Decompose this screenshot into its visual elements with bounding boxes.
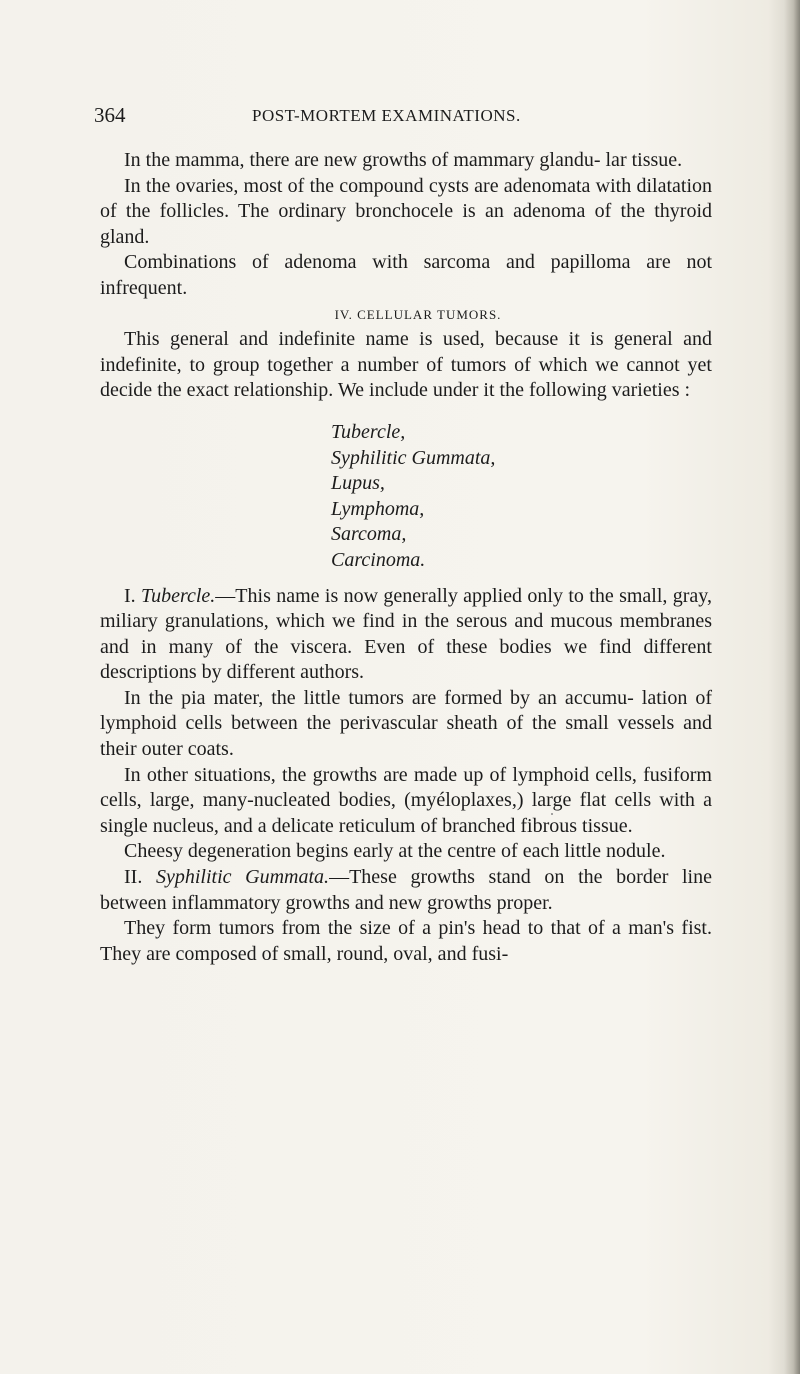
variety-item: Lupus, [331,472,385,495]
page-header [94,103,706,133]
paragraph: In the ovaries, most of the compound cysts are adenomata with dilatation of the follicles. The ordinary bronchocele is an adenoma of the thyroid gland. [100,174,712,248]
tubercle-paragraph [100,584,712,686]
section-body: —This name is now generally applied only to the small, gray, miliary granulations, which we find in the serous and mucous membranes and in many of the viscera. Even of these bodies we find different descriptions by different authors. [100,584,712,684]
variety-item: Lymphoma, [331,497,425,520]
variety-item: Sarcoma, [331,523,407,546]
variety-item: Syphilitic Gummata, [331,446,496,469]
paragraph: Cheesy degeneration begins early at the centre of each little nodule. [124,840,666,863]
page-number: 364 [94,103,126,127]
section-term: Tubercle. [141,584,216,607]
page-edge-shadow [784,0,800,1374]
section-heading: IV. CELLULAR TUMORS. [334,306,502,322]
ink-speck [551,813,553,815]
section-term: Syphilitic Gummata. [155,866,330,889]
varieties-list [331,420,712,574]
paragraph: Combinations of adenoma with sarcoma and papilloma are not infrequent. [100,251,712,299]
gummata-paragraph [100,865,712,916]
running-head: POST-MORTEM EXAMINATIONS. [252,106,521,125]
paragraph: This general and indefinite name is used, because it is general and indefinite, to group together a number of tumors of which we cannot yet decide the exact relationship. We include under it the following varieties : [100,328,712,402]
variety-item: Tubercle, [331,420,406,443]
paragraph: In the pia mater, the little tumors are formed by an accumu- lation of lymphoid cells between the perivascular sheath of the small vessels and their outer coats. [100,686,712,761]
section-label: I. [124,584,136,607]
paragraph: They form tumors from the size of a pin's head to that of a man's fist. They are composed of small, round, oval, and fusi- [100,917,712,965]
variety-item: Carcinoma. [331,548,426,571]
section-label: II. [124,866,143,889]
body-text [100,148,712,967]
paragraph: In the mamma, there are new growths of mammary glandu- lar tissue. [124,149,683,171]
paragraph: In other situations, the growths are made up of lymphoid cells, fusiform cells, large, many-nucleated bodies, (myéloplaxes,) large flat cells with a single nucleus, and a delicate reticulum of branched fibrous tissue. [100,763,712,837]
section-body: —These growths stand on the border line between inflammatory growths and new growths proper. [100,866,712,914]
